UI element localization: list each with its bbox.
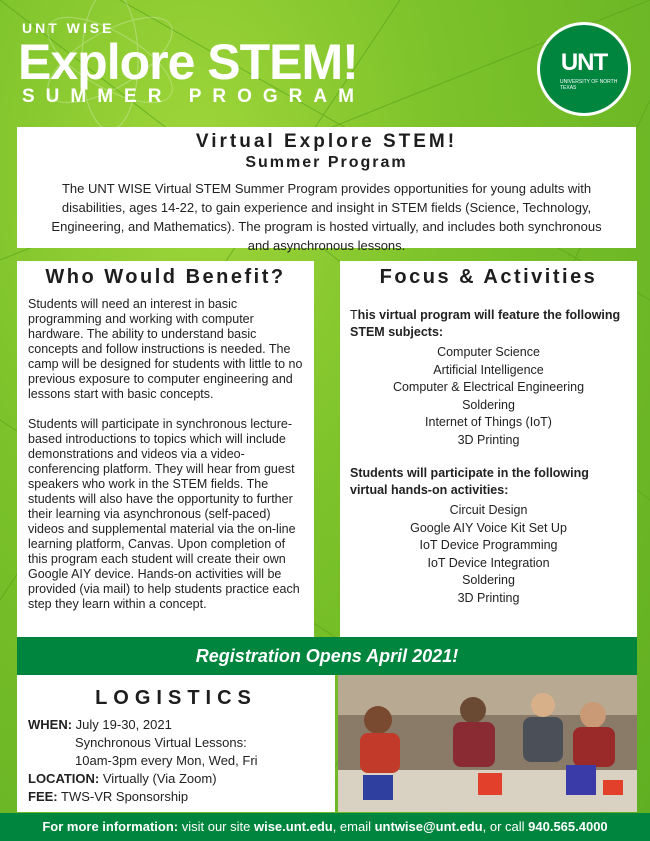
activities-heading: Students will participate in the following virtual hands-on activities: [350, 466, 589, 497]
fee-row [28, 788, 324, 806]
students-photo [338, 675, 637, 812]
location-label: LOCATION: [28, 771, 100, 786]
subjects-heading [350, 307, 627, 341]
footer [0, 813, 650, 841]
subjects-heading-text: his virtual program will feature the following STEM subjects: [350, 308, 621, 339]
focus-title: Focus & Activities [379, 266, 598, 288]
intro-text: The UNT WISE Virtual STEM Summer Program provides opportunities for young adults with disabilities, ages 14-22, to gain experience and insight in STEM fields (Science, Technology, Engineering, and Mathematics). The program is hosted virtually, and includes both synchronous and asynchronous lessons. [51, 181, 602, 253]
org-name: UNT WISE [22, 20, 115, 36]
location-row [28, 770, 324, 788]
benefit-box [17, 261, 314, 640]
when-value: July 19-30, 2021 [75, 717, 172, 732]
unt-logo [537, 22, 631, 116]
when-row [28, 716, 324, 734]
list-item: Internet of Things (IoT) [425, 415, 552, 429]
list-item: Computer Science [437, 345, 540, 359]
footer-text-1: visit our site [178, 819, 254, 834]
registration-banner: Registration Opens April 2021! [17, 637, 637, 675]
logistics-details [28, 716, 324, 806]
unt-logo-subtext: UNIVERSITY OF NORTH TEXAS [560, 79, 618, 91]
benefit-title: Who Would Benefit? [45, 266, 286, 288]
email-link[interactable]: untwise@unt.edu [374, 819, 483, 834]
subjects-heading-initial: T [350, 308, 358, 322]
benefit-paragraph-2: Students will participate in synchronous lecture-based introductions to topics which will include demonstrations and videos via a video-conferencing platform. They will hear from guest speakers who work in the STEM fields. The students will also have the opportunity to further their learning via asynchronous (self-paced) videos and supplemental material via the on-line learning platform, Canvas. Upon completion of this program each student will create their own Google AIY device. Hands-on activities will be provided (via mail) to help students practice each step they learn within a concept. [28, 417, 300, 611]
footer-text-2: , email [332, 819, 375, 834]
benefit-paragraph-1: Students will need an interest in basic programming and working with computer hardware. The ability to understand basic concepts and follow instructions is needed. The camp will be designed for students with little to no previous exposure to computer engineering and lessons start with basic concepts. [28, 297, 303, 401]
logistics-box [17, 675, 335, 812]
subjects-list [350, 344, 627, 449]
list-item: Google AIY Voice Kit Set Up [410, 520, 567, 535]
focus-box [340, 261, 637, 640]
footer-text-3: , or call [482, 819, 529, 834]
list-item: Computer & Electrical Engineering [392, 380, 585, 394]
phone-number: 940.565.4000 [528, 819, 608, 834]
list-item: IoT Device Integration [427, 555, 550, 570]
website-link[interactable]: wise.unt.edu [253, 819, 333, 834]
list-item: 3D Printing [457, 432, 520, 447]
when-label: WHEN: [28, 717, 73, 732]
unt-logo-mark: UNT [560, 49, 608, 76]
when-detail-1: Synchronous Virtual Lessons: [75, 735, 247, 750]
fee-value: TWS-VR Sponsorship [61, 789, 189, 804]
program-title: Explore STEM! [18, 34, 358, 90]
list-item: Soldering [462, 573, 515, 587]
fee-label: FEE: [28, 789, 58, 804]
list-item: Soldering [462, 397, 515, 412]
intro-title: Virtual Explore STEM! [195, 131, 458, 152]
list-item: Artificial Intelligence [433, 362, 544, 377]
location-value: Virtually (Via Zoom) [102, 771, 217, 786]
when-detail-2: 10am-3pm every Mon, Wed, Fri [75, 753, 258, 768]
intro-box [17, 127, 636, 253]
list-item: IoT Device Programming [419, 538, 558, 552]
logistics-title: LOGISTICS [95, 687, 257, 709]
activities-list [350, 502, 627, 607]
benefit-text [28, 297, 303, 612]
intro-subtitle: Summer Program [245, 154, 408, 171]
header [0, 0, 650, 118]
list-item: 3D Printing [457, 590, 520, 605]
program-subtitle: SUMMER PROGRAM [22, 86, 365, 107]
footer-lead: For more information: [42, 819, 179, 834]
list-item: Circuit Design [449, 503, 528, 517]
